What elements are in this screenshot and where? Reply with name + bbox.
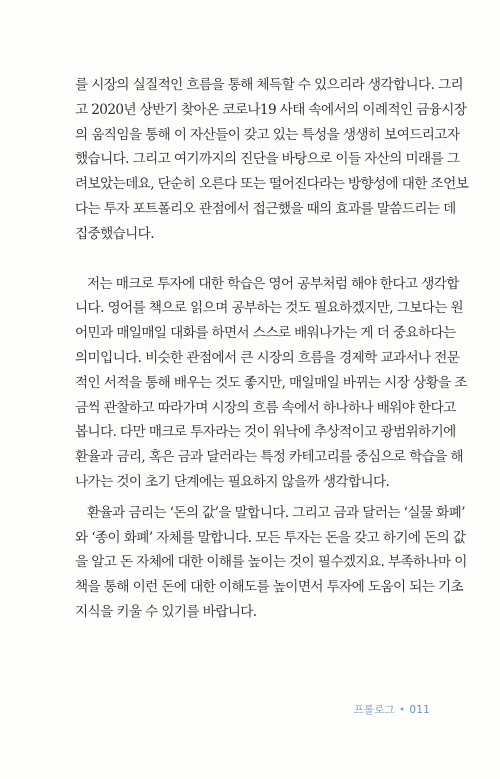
text-line: 저는 매크로 투자에 대한 학습은 영어 공부처럼 해야 한다고 생각합 [87, 275, 459, 292]
text-line: 의 움직임을 통해 이 자산들이 갖고 있는 특성을 생생히 보여드리고자 [75, 126, 460, 143]
text-line: 환율과 금리는 ‘돈의 값’을 말합니다. 그리고 금과 달러는 ‘실물 화폐’ [87, 504, 465, 521]
text-line: 했습니다. 그리고 여기까지의 진단을 바탕으로 이들 자산의 미래를 그 [75, 151, 460, 168]
text-line: 니다. 영어를 책으로 읽으며 공부하는 것도 필요하겠지만, 그보다는 원 [75, 300, 464, 317]
footer-separator: • [398, 704, 406, 716]
text-line: 어민과 매일매일 대화를 하면서 스스로 배워나가는 게 더 중요하다는 [75, 325, 456, 342]
text-line: 환율과 금리, 혹은 금과 달러라는 특정 카테고리를 중심으로 학습을 해 [75, 449, 464, 466]
text-line: 적인 서적을 통해 배우는 것도 좋지만, 매일매일 바뀌는 시장 상황을 조 [75, 374, 467, 391]
text-line: 을 알고 돈 자체에 대한 이해를 높이는 것이 필수겠지요. 부족하나마 이 [75, 554, 467, 571]
running-footer [354, 702, 430, 717]
text-line: 지식을 키울 수 있기를 바랍니다. [75, 603, 257, 620]
text-line: 고 2020년 상반기 찾아온 코로나19 사태 속에서의 이례적인 금융시장 [75, 101, 467, 118]
text-line: 다는 투자 포트폴리오 관점에서 접근했을 때의 효과를 말씀드리는 데 [75, 200, 456, 217]
paragraph-2 [75, 272, 467, 495]
text-line: 금씩 관찰하고 따라가며 시장의 흐름 속에서 하나하나 배워야 한다고 [75, 399, 456, 416]
text-line: 와 ‘종이 화폐’ 자체를 말합니다. 모든 투자는 돈을 갖고 하기에 돈의 값 [75, 529, 466, 546]
text-line: 봅니다. 다만 매크로 투자라는 것이 워낙에 추상적이고 광범위하기에 [75, 424, 456, 441]
page-body [75, 73, 469, 625]
page-number: 011 [409, 704, 430, 716]
text-line: 나가는 것이 초기 단계에는 필요하지 않을까 생각합니다. [75, 473, 390, 490]
text-line: 책을 통해 이런 돈에 대한 이해도를 높이면서 투자에 도움이 되는 기초 [75, 579, 464, 596]
text-line: 집중했습니다. [75, 225, 154, 242]
section-title: 프롤로그 [353, 704, 395, 716]
text-line: 의미입니다. 비슷한 관점에서 큰 시장의 흐름을 경제학 교과서나 전문 [75, 349, 460, 366]
paragraph-1 [75, 73, 469, 247]
paragraph-gap [75, 247, 435, 272]
text-line: 려보았는데요, 단순히 오른다 또는 떨어진다라는 방향성에 대한 조언보 [75, 176, 469, 193]
paragraph-3 [75, 501, 467, 625]
text-line: 를 시장의 실질적인 흐름을 통해 체득할 수 있으리라 생각합니다. 그리 [75, 77, 464, 93]
